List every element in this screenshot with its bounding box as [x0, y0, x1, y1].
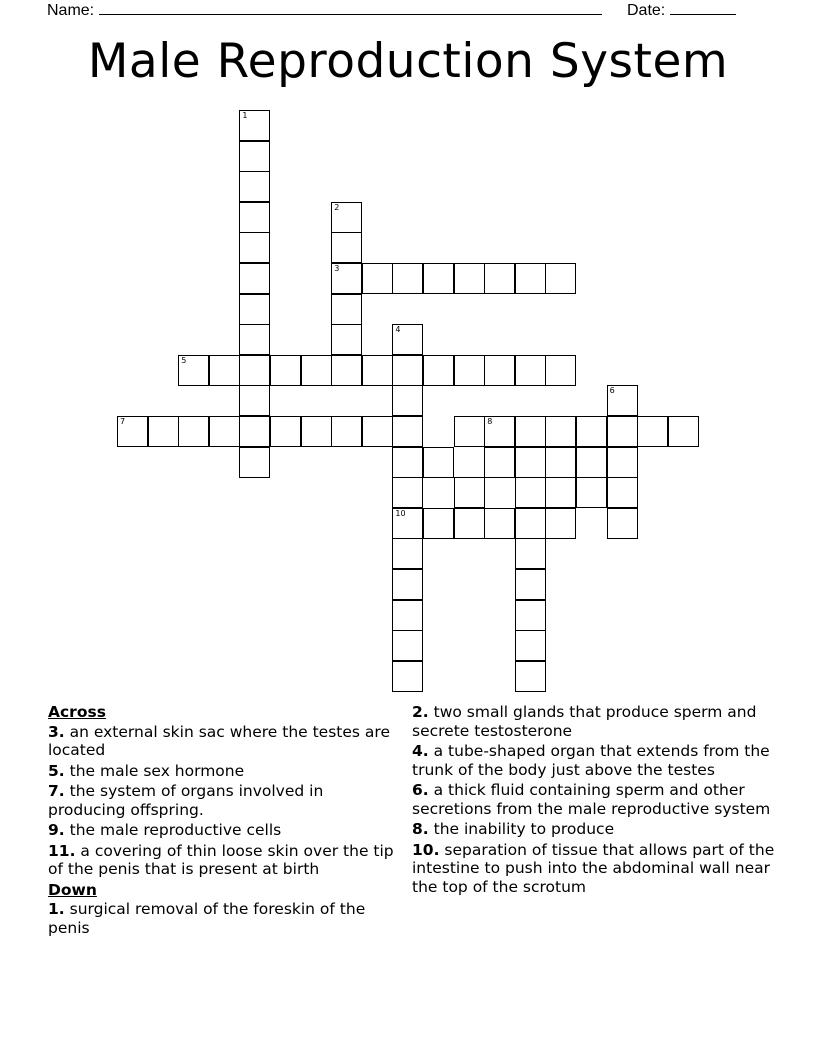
clue-number-label: 5. — [48, 761, 65, 780]
section-heading: Down — [48, 880, 97, 899]
clue-number-label: 3. — [48, 722, 65, 741]
grid-cell[interactable] — [576, 416, 607, 447]
grid-cell[interactable] — [362, 263, 393, 294]
grid-cell[interactable] — [515, 263, 546, 294]
grid-cell[interactable] — [515, 630, 546, 661]
grid-cell[interactable] — [331, 232, 362, 263]
grid-cell[interactable] — [392, 324, 423, 355]
grid-cell[interactable] — [239, 110, 270, 141]
grid-cell[interactable] — [607, 477, 638, 508]
clue-text: two small glands that produce sperm and secrete testosterone — [412, 703, 757, 740]
clue-number-label: 6. — [412, 781, 429, 799]
grid-cell[interactable] — [545, 416, 576, 447]
grid-cell[interactable] — [423, 355, 454, 386]
grid-cell[interactable] — [239, 447, 270, 478]
page-title: Male Reproduction System — [87, 34, 729, 89]
grid-cell[interactable] — [423, 263, 454, 294]
clue-number-label: 10. — [412, 840, 440, 859]
clue-number: 10 — [395, 508, 406, 518]
clue-item — [412, 703, 777, 740]
grid-cell[interactable] — [454, 416, 485, 447]
grid-cell[interactable] — [545, 477, 576, 508]
grid-cell[interactable] — [392, 630, 423, 661]
grid-cell[interactable] — [392, 385, 423, 416]
grid-cell[interactable] — [392, 508, 423, 539]
grid-cell[interactable] — [239, 294, 270, 325]
clue-text: the system of organs involved in producing offspring. — [48, 782, 324, 819]
grid-cell[interactable] — [117, 416, 148, 447]
clue-text: a covering of thin loose skin over the tip of the penis that is present at birth — [48, 841, 394, 878]
grid-cell[interactable] — [239, 171, 270, 202]
grid-cell[interactable] — [209, 355, 240, 386]
section-heading: Across — [48, 703, 106, 721]
grid-cell[interactable] — [454, 355, 485, 386]
grid-cell[interactable] — [362, 416, 393, 447]
grid-cell[interactable] — [515, 447, 546, 478]
grid-cell[interactable] — [239, 232, 270, 263]
name-label-text: Name: — [47, 2, 95, 19]
grid-cell[interactable] — [515, 508, 546, 539]
grid-cell[interactable] — [515, 661, 546, 692]
clue-text: separation of tissue that allows part of the intestine to push into the abdominal wall near the top of the scrotum — [412, 840, 775, 896]
grid-cell[interactable] — [607, 385, 638, 416]
clue-number: 7 — [120, 417, 126, 426]
clue-item — [48, 900, 398, 937]
grid-cell[interactable] — [484, 263, 515, 294]
clue-text: a thick fluid containing sperm and other secretions from the male reproductive system — [412, 781, 771, 818]
grid-cell[interactable] — [301, 416, 332, 447]
grid-cell[interactable] — [239, 324, 270, 355]
grid-cell[interactable] — [515, 355, 546, 386]
clue-number-label: 11. — [48, 841, 76, 860]
clues-left-column — [48, 703, 398, 939]
grid-cell[interactable] — [239, 202, 270, 233]
clue-number: 5 — [181, 355, 187, 365]
clue-item — [412, 841, 777, 897]
grid-cell[interactable] — [607, 416, 638, 447]
grid-cell[interactable] — [209, 416, 240, 447]
clue-number-label: 7. — [48, 782, 65, 800]
grid-cell[interactable] — [484, 416, 515, 447]
grid-cell[interactable] — [392, 263, 423, 294]
clue-number: 6 — [609, 386, 615, 396]
grid-cell[interactable] — [607, 508, 638, 539]
grid-cell[interactable] — [178, 416, 209, 447]
grid-cell[interactable] — [545, 508, 576, 539]
grid-cell[interactable] — [331, 202, 362, 233]
grid-cell[interactable] — [239, 385, 270, 416]
clue-text: an external skin sac where the testes are located — [48, 722, 390, 759]
grid-cell[interactable] — [545, 355, 576, 386]
grid-cell[interactable] — [331, 355, 362, 386]
grid-cell[interactable] — [454, 263, 485, 294]
grid-cell[interactable] — [423, 447, 454, 478]
grid-cell[interactable] — [239, 416, 270, 447]
grid-cell[interactable] — [331, 416, 362, 447]
grid-cell[interactable] — [239, 355, 270, 386]
clue-number-label: 2. — [412, 703, 429, 721]
clue-number: 4 — [395, 325, 401, 335]
grid-cell[interactable] — [392, 600, 423, 631]
grid-cell[interactable] — [148, 416, 179, 447]
grid-cell[interactable] — [331, 263, 362, 294]
clue-item — [48, 821, 398, 840]
clue-number-label: 1. — [48, 900, 65, 918]
grid-cell[interactable] — [576, 447, 607, 478]
clue-text: the male reproductive cells — [69, 821, 282, 839]
date-label-text: Date: — [627, 2, 666, 19]
grid-cell[interactable] — [392, 416, 423, 447]
grid-cell[interactable] — [545, 263, 576, 294]
grid-cell[interactable] — [178, 355, 209, 386]
grid-cell[interactable] — [515, 477, 546, 508]
grid-cell[interactable] — [331, 294, 362, 325]
clue-number-label: 4. — [412, 742, 429, 760]
clue-item — [48, 723, 398, 760]
grid-cell[interactable] — [270, 355, 301, 386]
clue-number-label: 8. — [412, 820, 429, 838]
clue-number-label: 9. — [48, 821, 65, 839]
grid-cell[interactable] — [362, 355, 393, 386]
clue-number: 1 — [242, 111, 248, 120]
grid-cell[interactable] — [484, 355, 515, 386]
clue-number: 3 — [334, 264, 340, 273]
grid-cell[interactable] — [515, 416, 546, 447]
grid-cell[interactable] — [545, 447, 576, 478]
grid-cell[interactable] — [392, 538, 423, 569]
clue-text: a tube-shaped organ that extends from the trunk of the body just above the testes — [412, 742, 770, 779]
grid-cell[interactable] — [423, 508, 454, 539]
grid-cell[interactable] — [392, 661, 423, 692]
grid-cell[interactable] — [392, 355, 423, 386]
clue-item — [48, 782, 398, 819]
clue-text: the male sex hormone — [69, 761, 245, 780]
grid-cell[interactable] — [484, 508, 515, 539]
grid-cell[interactable] — [239, 263, 270, 294]
grid-cell[interactable] — [515, 600, 546, 631]
grid-cell[interactable] — [607, 447, 638, 478]
grid-cell[interactable] — [515, 538, 546, 569]
grid-cell[interactable] — [392, 569, 423, 600]
grid-cell[interactable] — [637, 416, 668, 447]
clue-item — [48, 762, 398, 781]
grid-cell[interactable] — [331, 324, 362, 355]
grid-cell[interactable] — [301, 355, 332, 386]
grid-cell[interactable] — [515, 569, 546, 600]
clue-item — [412, 742, 777, 779]
grid-cell[interactable] — [454, 508, 485, 539]
clue-item — [412, 781, 777, 818]
clues-right-column — [412, 703, 777, 898]
grid-cell[interactable] — [668, 416, 699, 447]
clue-number: 8 — [487, 417, 493, 426]
clue-item — [48, 842, 398, 879]
grid-cell[interactable] — [392, 477, 423, 508]
grid-cell[interactable] — [576, 477, 607, 508]
grid-cell[interactable] — [270, 416, 301, 447]
clue-text: the inability to produce — [433, 820, 615, 838]
grid-cell[interactable] — [392, 447, 423, 478]
grid-cell[interactable] — [454, 477, 485, 508]
clue-item — [412, 820, 777, 839]
clue-text: surgical removal of the foreskin of the penis — [48, 900, 366, 937]
clue-number: 2 — [334, 202, 340, 212]
grid-cell[interactable] — [484, 447, 515, 478]
grid-cell[interactable] — [239, 141, 270, 172]
